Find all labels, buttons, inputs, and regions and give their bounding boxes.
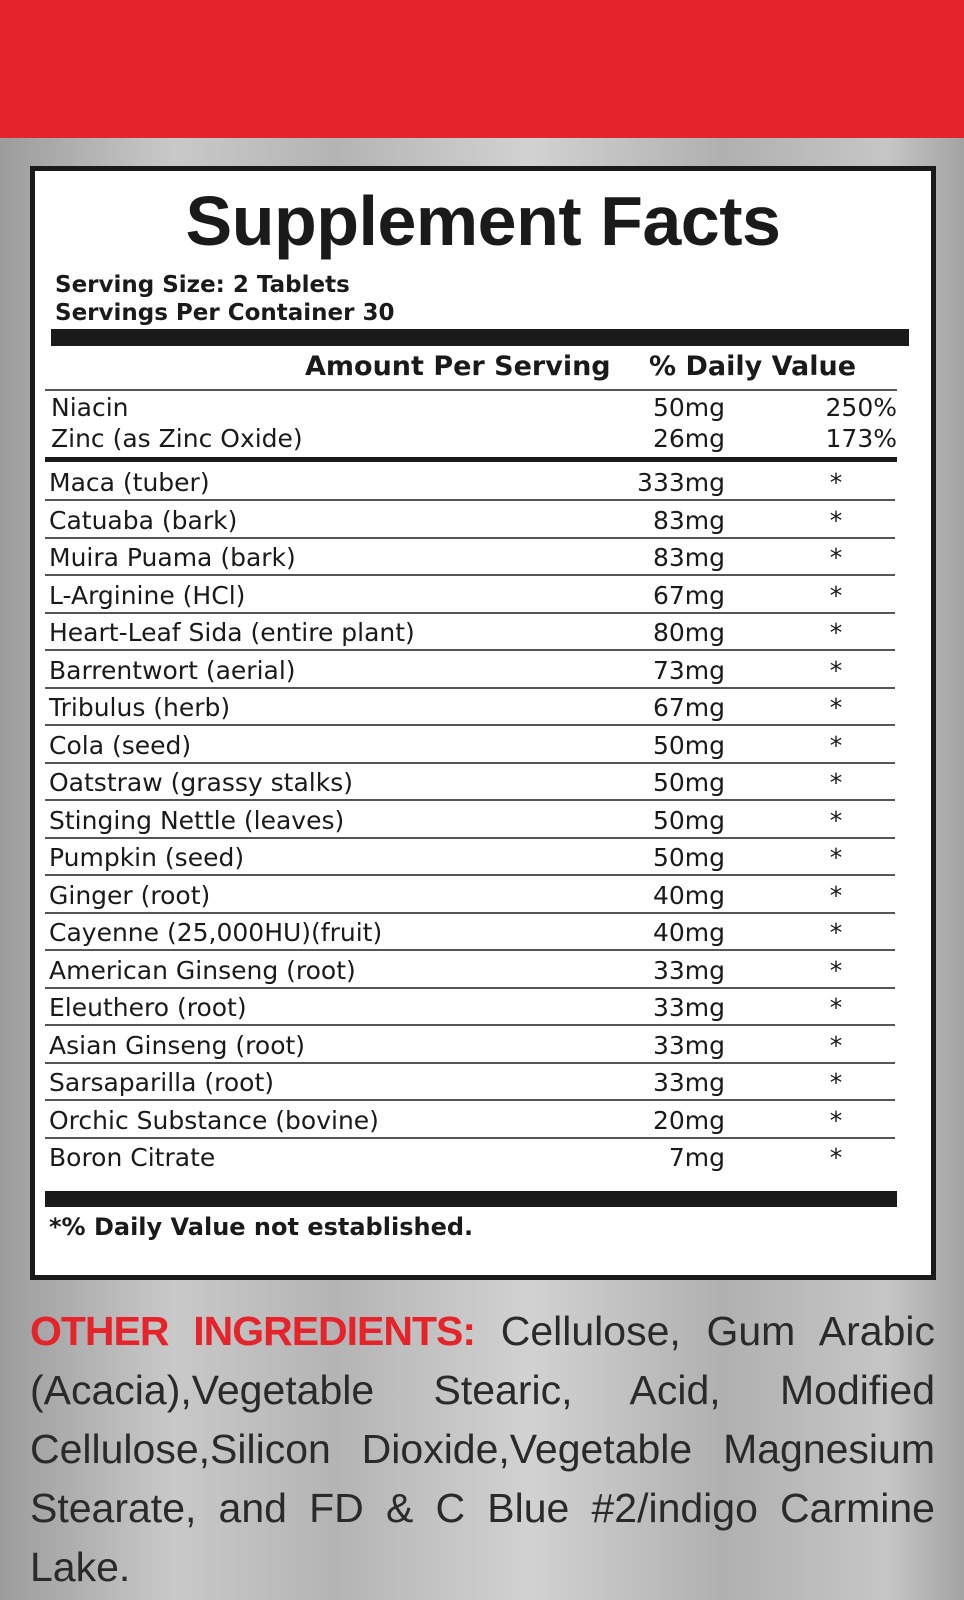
ingredient-daily-value: *	[829, 805, 843, 835]
ingredient-daily-value: *	[829, 655, 843, 685]
panel-title: Supplement Facts	[185, 182, 781, 260]
ingredient-row	[35, 501, 931, 539]
ingredient-name: Cayenne (25,000HU)(fruit)	[49, 918, 383, 947]
other-ingredients-label: OTHER INGREDIENTS:	[30, 1308, 476, 1354]
daily-value-footnote: *% Daily Value not established.	[49, 1213, 474, 1241]
vitamin-section-rule	[45, 457, 897, 462]
vitamin-amount: 26mg	[652, 424, 725, 453]
ingredient-amount: 83mg	[652, 505, 725, 535]
ingredient-daily-value: *	[829, 918, 843, 947]
ingredient-name: Orchic Substance (bovine)	[49, 1105, 379, 1135]
ingredient-row	[35, 651, 931, 689]
thick-rule-top	[51, 329, 909, 346]
ingredient-name: Sarsaparilla (root)	[49, 1068, 275, 1097]
ingredient-daily-value: *	[829, 505, 843, 535]
ingredient-row	[35, 1101, 931, 1139]
ingredient-amount: 33mg	[652, 1030, 725, 1060]
vitamin-amount: 50mg	[652, 393, 725, 422]
ingredient-daily-value: *	[829, 1030, 843, 1060]
ingredient-daily-value: *	[829, 843, 843, 872]
ingredient-name: L-Arginine (HCl)	[49, 580, 246, 610]
other-ingredients	[30, 1302, 935, 1597]
ingredient-amount: 50mg	[652, 768, 725, 797]
ingredient-daily-value: *	[829, 580, 843, 610]
ingredient-name: American Ginseng (root)	[49, 955, 356, 985]
ingredient-row	[35, 538, 931, 576]
ingredient-daily-value: *	[829, 955, 843, 985]
ingredient-name: Muira Puama (bark)	[49, 543, 296, 572]
ingredient-amount: 80mg	[652, 618, 725, 647]
ingredient-row	[35, 763, 931, 801]
ingredient-amount: 73mg	[652, 655, 725, 685]
ingredient-daily-value: *	[829, 993, 843, 1022]
top-red-band	[0, 0, 964, 138]
vitamin-name: Zinc (as Zinc Oxide)	[51, 424, 303, 453]
ingredient-daily-value: *	[829, 1143, 843, 1172]
ingredient-daily-value: *	[829, 618, 843, 647]
ingredient-amount: 33mg	[652, 1068, 725, 1097]
vitamin-row	[35, 393, 931, 425]
ingredient-row	[35, 913, 931, 951]
ingredient-row	[35, 951, 931, 989]
ingredient-row	[35, 801, 931, 839]
vitamin-daily-value: 173%	[825, 424, 897, 453]
other-ingredients-text: Cellulose, Gum Arabic (Acacia),Vegetable Stearic, Acid, Modified Cellulose,Silicon Dioxide,Vegetable Magnesium Stearate, and FD & C Blue #2/indigo Carmine Lake.	[30, 1308, 935, 1590]
ingredient-name: Boron Citrate	[49, 1143, 216, 1172]
ingredient-row	[35, 988, 931, 1026]
ingredient-row	[35, 1063, 931, 1101]
daily-value-header: % Daily Value	[649, 351, 857, 382]
ingredient-daily-value: *	[829, 468, 843, 497]
ingredient-name: Heart-Leaf Sida (entire plant)	[49, 618, 415, 647]
ingredient-row	[35, 576, 931, 614]
ingredient-amount: 33mg	[652, 993, 725, 1022]
ingredient-name: Stinging Nettle (leaves)	[49, 805, 345, 835]
ingredient-amount: 50mg	[652, 843, 725, 872]
ingredient-daily-value: *	[829, 543, 843, 572]
vitamin-daily-value: 250%	[825, 393, 897, 422]
ingredient-amount: 50mg	[652, 730, 725, 760]
ingredient-row	[35, 726, 931, 764]
ingredient-name: Ginger (root)	[49, 880, 211, 910]
ingredient-name: Barrentwort (aerial)	[49, 655, 296, 685]
ingredient-amount: 40mg	[652, 880, 725, 910]
ingredient-row	[35, 838, 931, 876]
ingredient-daily-value: *	[829, 730, 843, 760]
ingredient-daily-value: *	[829, 880, 843, 910]
ingredient-daily-value: *	[829, 693, 843, 722]
ingredient-row	[35, 688, 931, 726]
ingredient-name: Oatstraw (grassy stalks)	[49, 768, 353, 797]
ingredient-daily-value: *	[829, 1068, 843, 1097]
ingredient-daily-value: *	[829, 768, 843, 797]
ingredient-amount: 7mg	[668, 1143, 725, 1172]
ingredient-amount: 333mg	[637, 468, 725, 497]
header-divider	[45, 389, 897, 391]
vitamin-row	[35, 424, 931, 456]
ingredient-daily-value: *	[829, 1105, 843, 1135]
ingredient-amount: 20mg	[652, 1105, 725, 1135]
ingredient-row	[35, 876, 931, 914]
ingredient-amount: 33mg	[652, 955, 725, 985]
thick-rule-bottom	[45, 1191, 897, 1207]
ingredient-row	[35, 463, 931, 501]
amount-per-serving-header: Amount Per Serving	[305, 351, 611, 382]
ingredient-name: Eleuthero (root)	[49, 993, 247, 1022]
ingredient-name: Pumpkin (seed)	[49, 843, 245, 872]
ingredient-amount: 67mg	[652, 580, 725, 610]
serving-size: Serving Size: 2 Tablets	[55, 272, 350, 298]
ingredient-amount: 50mg	[652, 805, 725, 835]
ingredient-name: Cola (seed)	[49, 730, 192, 760]
ingredient-name: Tribulus (herb)	[49, 693, 231, 722]
ingredient-name: Catuaba (bark)	[49, 505, 238, 535]
supplement-facts-panel	[30, 166, 936, 1280]
ingredient-row	[35, 1026, 931, 1064]
ingredient-name: Asian Ginseng (root)	[49, 1030, 306, 1060]
ingredient-amount: 67mg	[652, 693, 725, 722]
ingredient-amount: 40mg	[652, 918, 725, 947]
ingredient-row	[35, 1138, 931, 1176]
ingredient-name: Maca (tuber)	[49, 468, 210, 497]
ingredient-row	[35, 613, 931, 651]
vitamin-name: Niacin	[51, 393, 129, 422]
ingredient-amount: 83mg	[652, 543, 725, 572]
servings-per-container: Servings Per Container 30	[55, 300, 395, 326]
